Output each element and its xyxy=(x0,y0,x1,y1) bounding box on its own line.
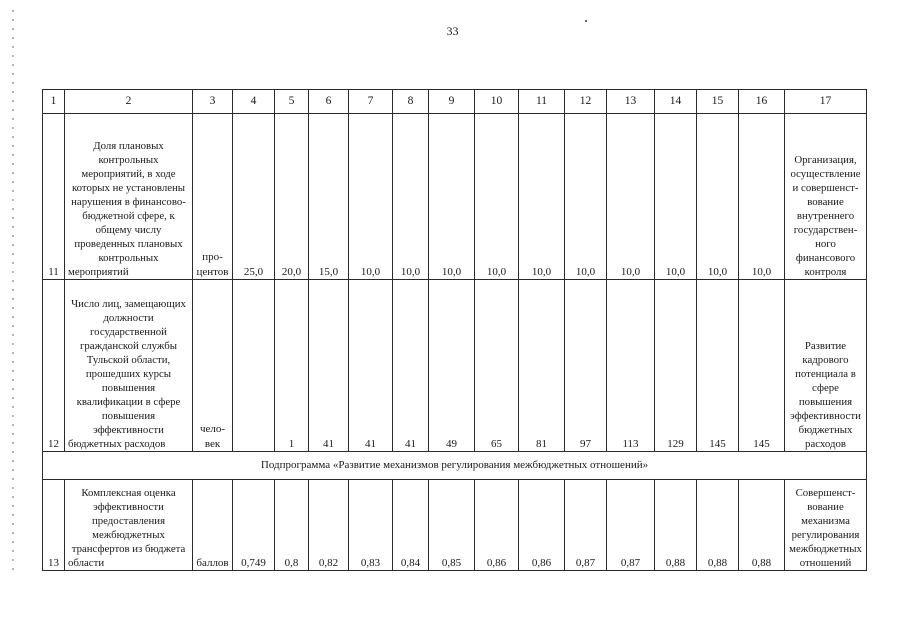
indicators-table xyxy=(42,89,867,571)
value-cell: 10,0 xyxy=(475,114,519,280)
unit-cell: чело-век xyxy=(193,280,233,452)
value-cell: 97 xyxy=(565,280,607,452)
value-cell: 129 xyxy=(655,280,697,452)
header-cell: 5 xyxy=(275,90,309,114)
value-cell: 10,0 xyxy=(739,114,785,280)
table-row xyxy=(43,114,867,280)
value-cell: 25,0 xyxy=(233,114,275,280)
value-cell: 10,0 xyxy=(519,114,565,280)
subprogram-row xyxy=(43,452,867,480)
value-cell: 0,749 xyxy=(233,480,275,571)
header-cell: 3 xyxy=(193,90,233,114)
value-cell: 0,87 xyxy=(565,480,607,571)
value-cell: 1 xyxy=(275,280,309,452)
indicator-name: Доля плановых контрольных мероприятий, в ходе которых не установлены нарушения в финансово-бюджетной сфере, к общему числу проведенных плановых контрольных мероприятий xyxy=(65,114,193,280)
value-cell: 15,0 xyxy=(309,114,349,280)
value-cell: 0,85 xyxy=(429,480,475,571)
table-row xyxy=(43,280,867,452)
value-cell: 10,0 xyxy=(607,114,655,280)
header-cell: 15 xyxy=(697,90,739,114)
value-cell: 10,0 xyxy=(655,114,697,280)
scan-speck xyxy=(585,20,587,22)
value-cell: 0,88 xyxy=(655,480,697,571)
value-cell: 10,0 xyxy=(393,114,429,280)
table-row xyxy=(43,480,867,571)
header-cell: 7 xyxy=(349,90,393,114)
indicator-name: Число лиц, замещающих должности государственной гражданской службы Тульской области, прошедших курсы повышения квалификации в сфере повышения эффективности бюджетных расходов xyxy=(65,280,193,452)
value-cell: 20,0 xyxy=(275,114,309,280)
note-cell: Совершенст-вование механизма регулирования межбюджетных отношений xyxy=(785,480,867,571)
header-cell: 14 xyxy=(655,90,697,114)
header-cell: 4 xyxy=(233,90,275,114)
value-cell: 0,83 xyxy=(349,480,393,571)
value-cell xyxy=(233,280,275,452)
value-cell: 41 xyxy=(349,280,393,452)
value-cell: 49 xyxy=(429,280,475,452)
value-cell: 0,82 xyxy=(309,480,349,571)
header-cell: 13 xyxy=(607,90,655,114)
header-cell: 2 xyxy=(65,90,193,114)
value-cell: 145 xyxy=(739,280,785,452)
value-cell: 0,88 xyxy=(739,480,785,571)
value-cell: 41 xyxy=(309,280,349,452)
indicator-name: Комплексная оценка эффективности предоставления межбюджетных трансфертов из бюджета области xyxy=(65,480,193,571)
header-row xyxy=(43,90,867,114)
row-number: 13 xyxy=(43,480,65,571)
value-cell: 10,0 xyxy=(565,114,607,280)
value-cell: 113 xyxy=(607,280,655,452)
value-cell: 0,88 xyxy=(697,480,739,571)
value-cell: 10,0 xyxy=(429,114,475,280)
value-cell: 65 xyxy=(475,280,519,452)
row-number: 11 xyxy=(43,114,65,280)
value-cell: 0,86 xyxy=(475,480,519,571)
header-cell: 17 xyxy=(785,90,867,114)
unit-cell: баллов xyxy=(193,480,233,571)
page-number: 33 xyxy=(446,24,459,38)
subprogram-title: Подпрограмма «Развитие механизмов регулирования межбюджетных отношений» xyxy=(43,452,867,480)
header-cell: 16 xyxy=(739,90,785,114)
value-cell: 145 xyxy=(697,280,739,452)
value-cell: 10,0 xyxy=(697,114,739,280)
header-cell: 1 xyxy=(43,90,65,114)
value-cell: 0,86 xyxy=(519,480,565,571)
header-cell: 6 xyxy=(309,90,349,114)
header-cell: 11 xyxy=(519,90,565,114)
value-cell: 0,84 xyxy=(393,480,429,571)
value-cell: 10,0 xyxy=(349,114,393,280)
unit-cell: про-центов xyxy=(193,114,233,280)
note-cell: Организация, осуществление и совершенст-вование внутреннего государствен-ного финансового контроля xyxy=(785,114,867,280)
header-cell: 12 xyxy=(565,90,607,114)
header-cell: 8 xyxy=(393,90,429,114)
row-number: 12 xyxy=(43,280,65,452)
left-margin-dots xyxy=(12,10,14,570)
note-cell: Развитие кадрового потенциала в сфере повышения эффективности бюджетных расходов xyxy=(785,280,867,452)
header-cell: 9 xyxy=(429,90,475,114)
value-cell: 41 xyxy=(393,280,429,452)
value-cell: 0,87 xyxy=(607,480,655,571)
value-cell: 81 xyxy=(519,280,565,452)
header-cell: 10 xyxy=(475,90,519,114)
value-cell: 0,8 xyxy=(275,480,309,571)
